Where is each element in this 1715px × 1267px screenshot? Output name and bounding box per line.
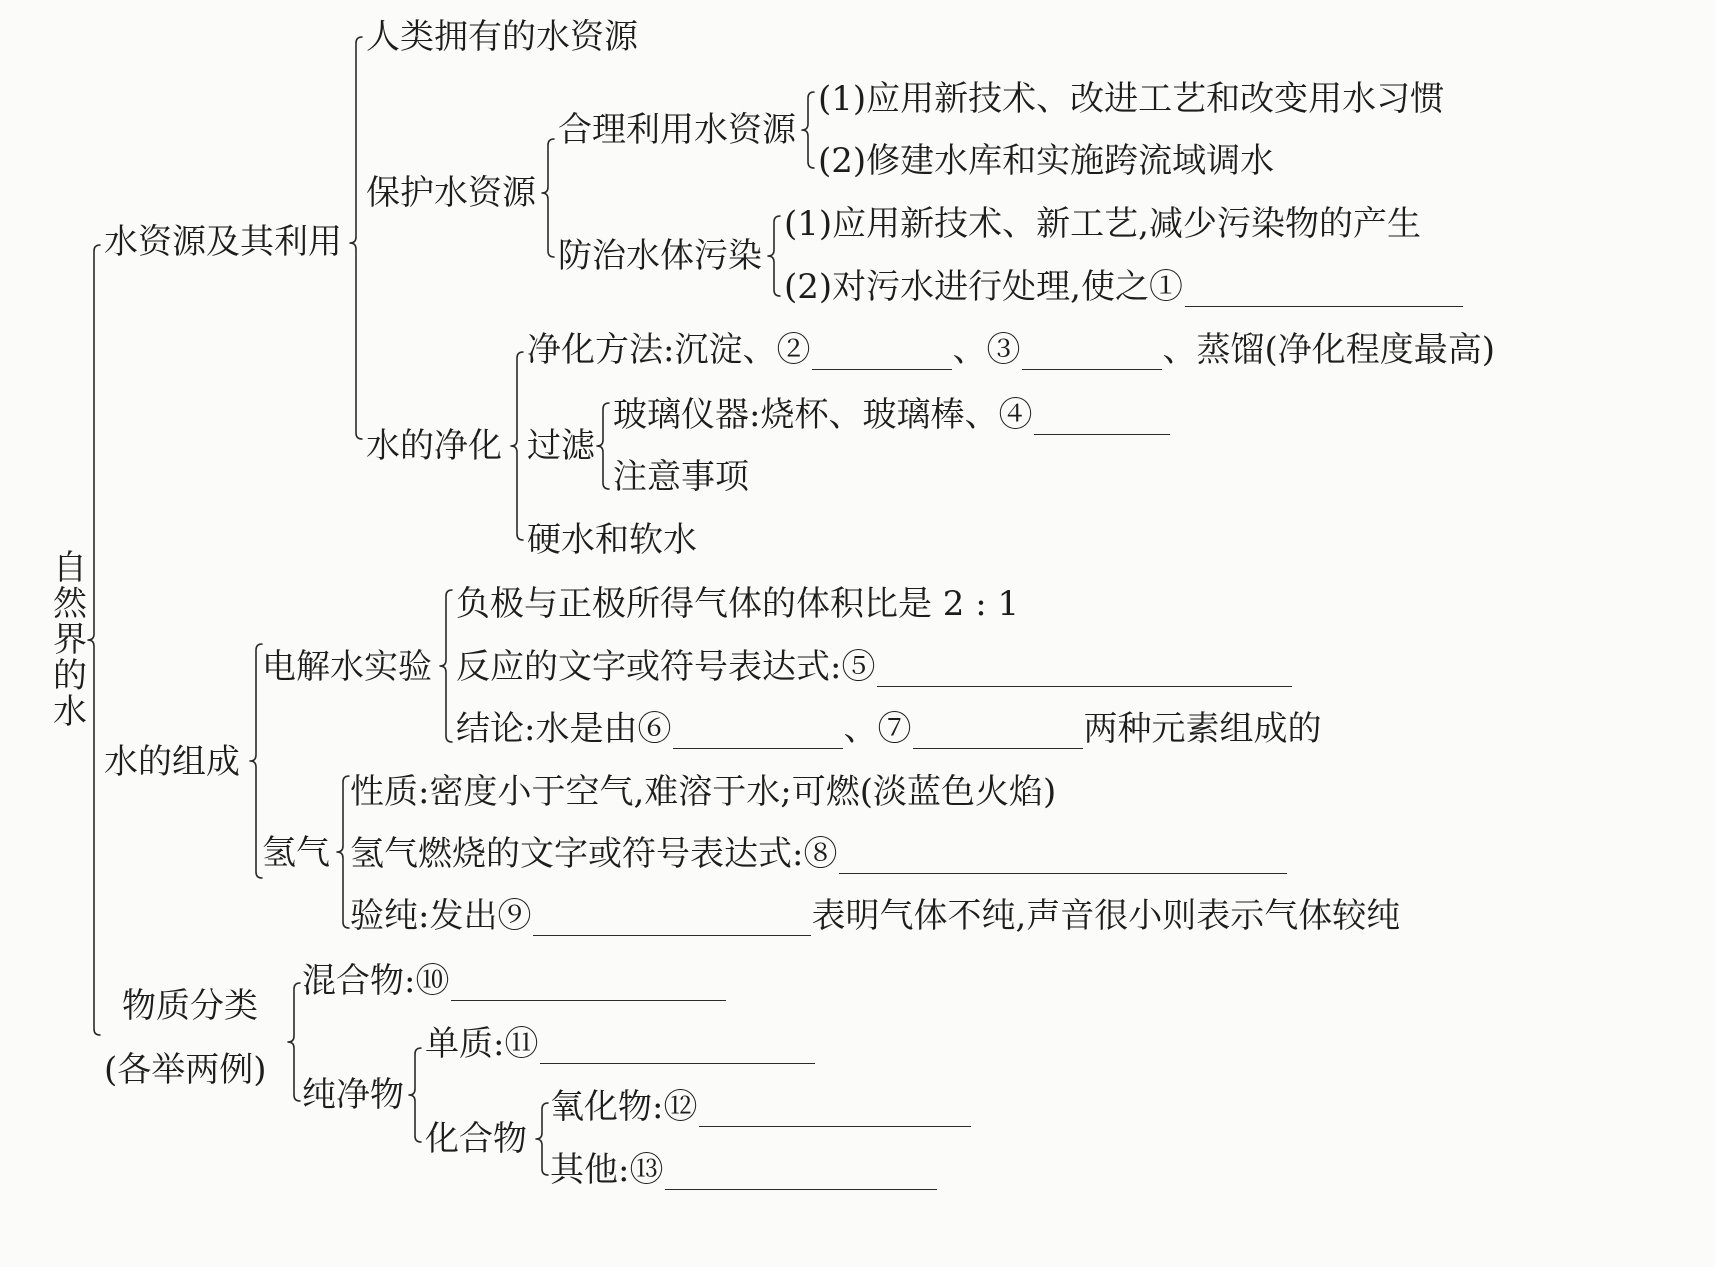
other-text: 其他:⑬: [550, 1150, 664, 1190]
brace-compound: [536, 1103, 548, 1175]
blank-11: [540, 1029, 815, 1064]
filtration-glassware: [613, 395, 1170, 435]
other-compound: [550, 1150, 937, 1190]
element-text: 单质:⑪: [425, 1024, 539, 1064]
purification-methods: [527, 330, 1495, 370]
hydrogen-purity: [350, 896, 1400, 936]
electrolysis-ratio: 负极与正极所得气体的体积比是 2 : 1: [456, 584, 1020, 624]
prevent-pollution-item-2-text: (2)对污水进行处理,使之①: [784, 267, 1183, 307]
mixture: [302, 961, 726, 1001]
hydrogen-title: 氢气: [262, 833, 330, 873]
methods-suffix: 、蒸馏(净化程度最高): [1162, 330, 1495, 370]
blank-3: [1022, 335, 1162, 370]
methods-prefix: 净化方法:沉淀、②: [527, 330, 811, 370]
purity-prefix: 验纯:发出⑨: [350, 896, 532, 936]
classification-title: 物质分类: [122, 986, 258, 1026]
hydrogen-combustion: [350, 834, 1287, 874]
filtration-title: 过滤: [527, 426, 595, 466]
electrolysis-conclusion: [456, 709, 1321, 749]
brace-hydrogen: [337, 776, 349, 928]
blank-2: [812, 335, 952, 370]
purity-suffix: 表明气体不纯,声音很小则表示气体较纯: [811, 896, 1401, 936]
brace-rational-use: [802, 92, 814, 168]
blank-1: [1185, 272, 1463, 307]
human-resources-label: 人类拥有的水资源: [366, 17, 638, 57]
compound-title: 化合物: [425, 1119, 527, 1159]
brace-classification: [288, 983, 300, 1101]
hard-soft-water: 硬水和软水: [527, 520, 697, 560]
brace-filtration: [597, 403, 609, 489]
conclusion-sep: 、⑦: [843, 709, 912, 749]
oxide: [550, 1087, 971, 1127]
glassware-text: 玻璃仪器:烧杯、玻璃棒、④: [613, 395, 1033, 435]
blank-10: [451, 966, 726, 1001]
prevent-pollution-item-1: (1)应用新技术、新工艺,减少污染物的产生: [784, 204, 1421, 244]
electrolysis-expression: [456, 647, 1292, 687]
conclusion-prefix: 结论:水是由⑥: [456, 709, 672, 749]
brace-water-resources: [350, 37, 362, 439]
expression-text: 反应的文字或符号表达式:⑤: [456, 647, 876, 687]
conclusion-suffix: 两种元素组成的: [1083, 709, 1322, 749]
blank-13: [665, 1155, 937, 1190]
root-label: 自然界的水: [53, 548, 87, 732]
blank-7: [913, 714, 1083, 749]
brace-composition: [250, 644, 262, 878]
filtration-notes: 注意事项: [613, 457, 749, 497]
element-substance: [425, 1024, 815, 1064]
blank-9: [533, 901, 811, 936]
brace-pure: [409, 1048, 421, 1142]
brace-prevent-pollution: [768, 216, 780, 296]
rational-use-item-2: (2)修建水库和实施跨流域调水: [818, 141, 1275, 181]
blank-6: [673, 714, 843, 749]
brace-electrolysis: [440, 590, 452, 742]
combustion-text: 氢气燃烧的文字或符号表达式:⑧: [350, 834, 838, 874]
electrolysis-title: 电解水实验: [262, 647, 432, 687]
rational-use-title: 合理利用水资源: [558, 110, 796, 150]
methods-sep: 、③: [952, 330, 1021, 370]
hydrogen-properties: 性质:密度小于空气,难溶于水;可燃(淡蓝色火焰): [350, 772, 1057, 812]
classification-subtitle: (各举两例): [104, 1050, 267, 1090]
brace-purification: [511, 352, 523, 540]
brace-protect: [542, 139, 554, 257]
pure-substance-title: 纯净物: [302, 1075, 404, 1115]
mixture-text: 混合物:⑩: [302, 961, 450, 1001]
prevent-pollution-item-2: [784, 267, 1463, 307]
blank-5: [877, 652, 1292, 687]
protect-title: 保护水资源: [366, 173, 536, 213]
composition-title: 水的组成: [104, 742, 240, 782]
purification-title: 水的净化: [366, 426, 502, 466]
water-resources-title: 水资源及其利用: [104, 222, 342, 262]
blank-4: [1034, 400, 1170, 435]
blank-12: [699, 1092, 971, 1127]
prevent-pollution-title: 防治水体污染: [558, 236, 762, 276]
oxide-text: 氧化物:⑫: [550, 1087, 698, 1127]
rational-use-item-1: (1)应用新技术、改进工艺和改变用水习惯: [818, 79, 1445, 119]
blank-8: [839, 839, 1287, 874]
